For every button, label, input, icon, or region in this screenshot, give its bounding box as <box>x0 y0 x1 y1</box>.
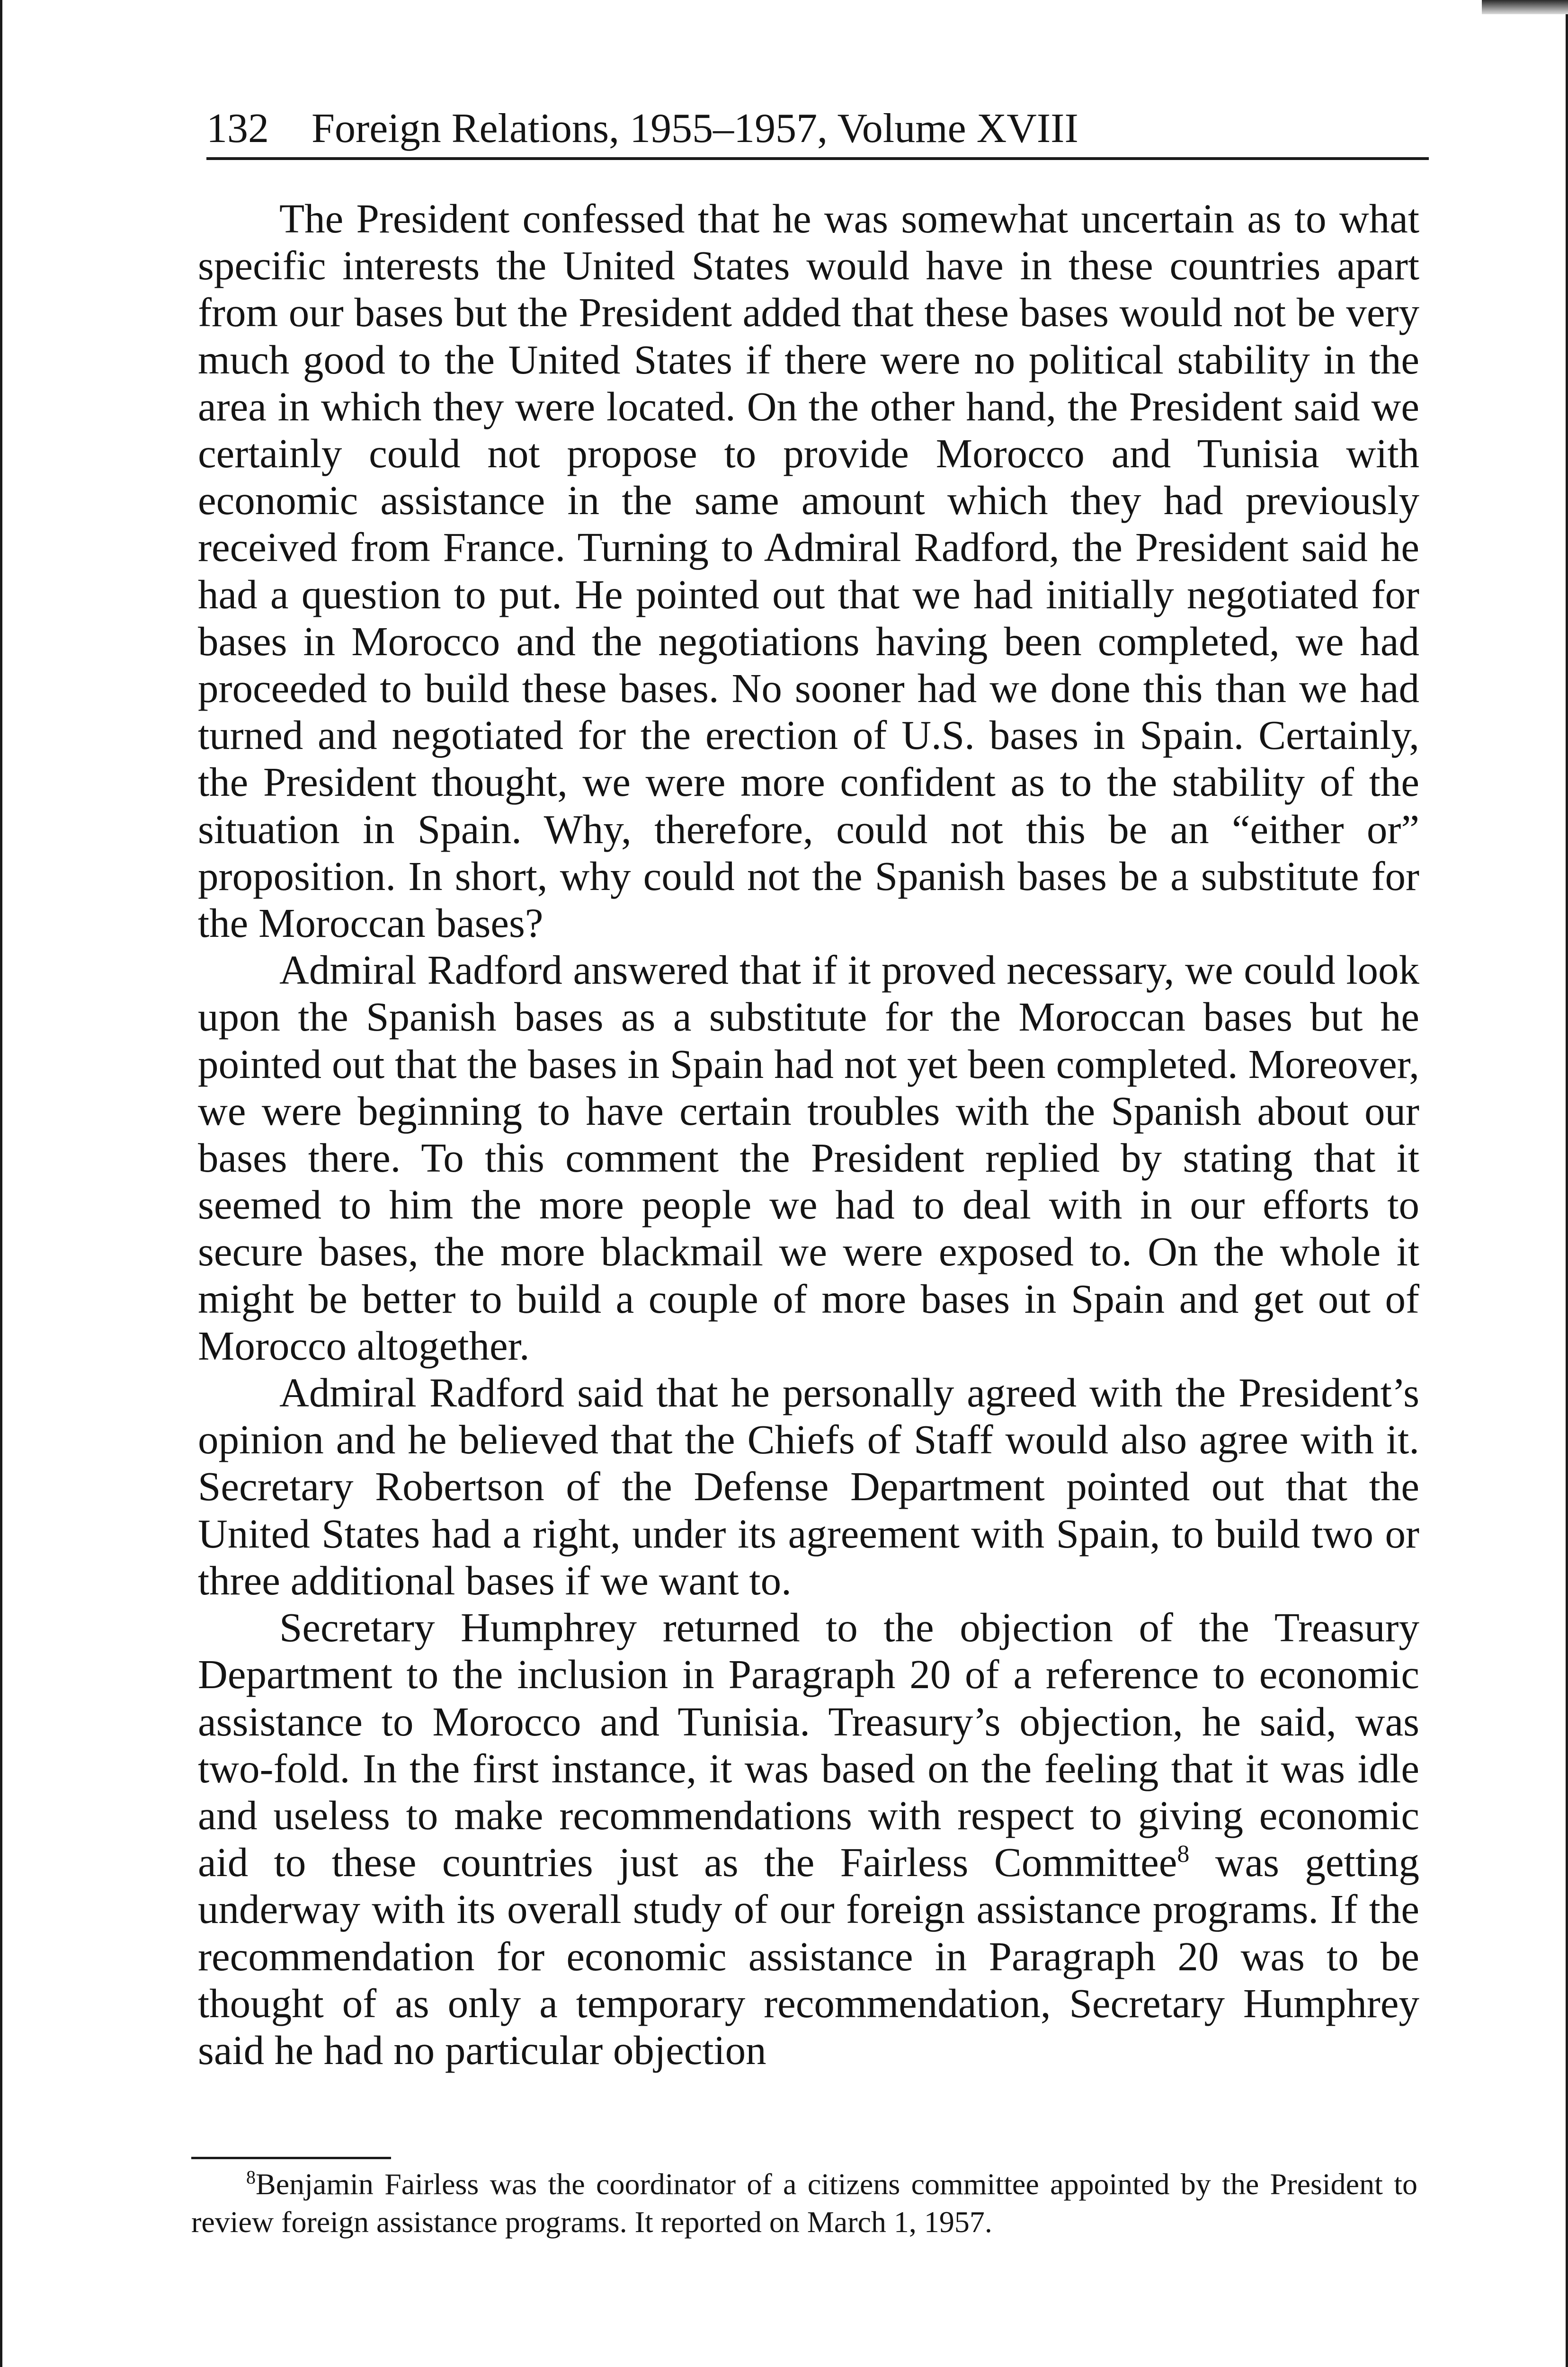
footnote <box>191 2165 1417 2241</box>
footnote-marker: 8 <box>246 2166 256 2188</box>
page-edge-left <box>0 0 2 2367</box>
paragraph: Admiral Radford said that he personally agreed with the President’s opinion and he believed that the Chiefs of Staff would also agree with it. Secretary Robertson of the Defense Department pointed out that the United States had a right, under its agreement with Spain, to build two or three additional bases if we want to. <box>198 1370 1419 1603</box>
footnote-reference[interactable]: 8 <box>1177 1841 1190 1868</box>
paragraph <box>198 1604 1419 2073</box>
paragraph: Admiral Radford answered that if it proved necessary, we could look upon the Spanish bases as a substitute for the Moroccan bases but he pointed out that the bases in Spain had not yet been completed. Moreover, we were beginning to have certain troubles with the Spanish about our bases there. To this comment the President replied by stating that it seemed to him the more people we had to deal with in our efforts to secure bases, the more blackmail we were exposed to. On the whole it might be better to build a couple of more bases in Spain and get out of Morocco altogether. <box>198 947 1419 1369</box>
page-number: 132 <box>206 106 269 151</box>
running-title: Foreign Relations, 1955–1957, Volume XVIII <box>312 106 1078 151</box>
running-head <box>206 100 1429 160</box>
paragraph-text: was getting underway with its overall study of our foreign assistance programs. If the recommendation for economic assistance in Paragraph 20 was to be thought of as only a temporary recommendation, Secretary Humphrey said he had no particular objection <box>198 1839 1419 2073</box>
paragraph: The President confessed that he was somewhat uncertain as to what specific interests the United States would have in these countries apart from our bases but the President added that these bases would not be very much good to the United States if there were no political stability in the area in which they were located. On the other hand, the President said we certainly could not propose to provide Morocco and Tunisia with economic assistance in the same amount which they had previously received from France. Turning to Admiral Radford, the President said he had a question to put. He pointed out that we had initially negotiated for bases in Morocco and the negotiations having been completed, we had proceeded to build these bases. No sooner had we done this than we had turned and negotiated for the erection of U.S. bases in Spain. Certainly, the President thought, we were more confident as to the stability of the situation in Spain. Why, therefore, could not this be an “either or” proposition. In short, why could not the Spanish bases be a substitute for the Moroccan bases? <box>198 196 1419 946</box>
body-text <box>198 195 1419 2073</box>
paragraph-text: Secretary Humphrey returned to the objection of the Treasury Department to the inclusion in Paragraph 20 of a reference to economic assistance to Morocco and Tunisia. Treasury’s objection, he said, was two-fold. In the first instance, it was based on the feeling that it was idle and useless to make recommendations with respect to giving economic aid to these countries just as the Fairless Committee <box>198 1604 1419 1886</box>
footnote-divider <box>191 2157 391 2159</box>
footnote-text: Benjamin Fairless was the coordinator of a citizens committee appointed by the President to review foreign assistance programs. It reported on March 1, 1957. <box>191 2167 1417 2239</box>
page-edge-right <box>1566 0 1568 2367</box>
scan-corner-mark <box>1482 0 1568 14</box>
